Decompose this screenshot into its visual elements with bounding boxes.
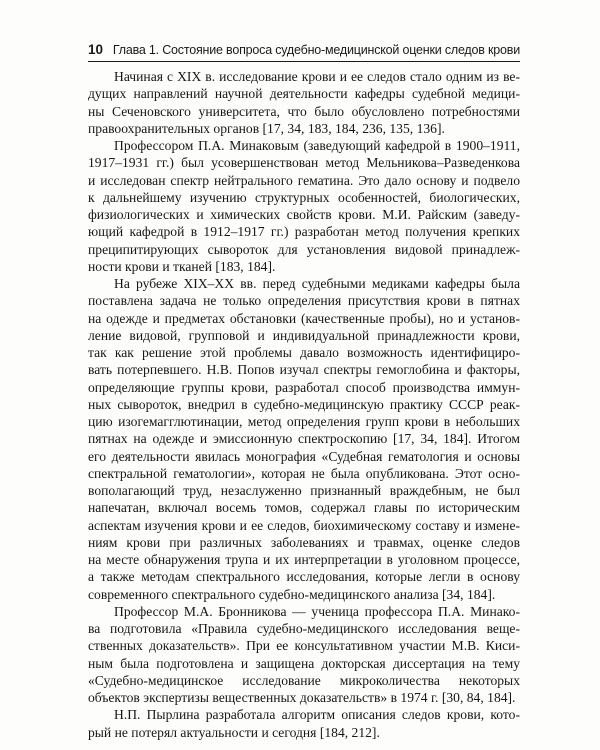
text-line: к дальнейшему изучению структурных особенностей, биологических, <box>88 189 520 205</box>
text-line: поставлена задача не только определения присутствия крови в пятнах <box>88 293 520 309</box>
text-line: Н.П. Пырлина разработала алгоритм описания следов крови, кото- <box>114 707 520 723</box>
text-line: ственных доказательств». При ее консультативном участии М.В. Киси- <box>88 638 520 654</box>
text-line: его деятельности явилась монография «Судебная гематология и основы <box>88 448 520 464</box>
page-number: 10 <box>88 42 104 57</box>
text-line: спектральной гематологии», которая не была опубликована. Этот осно- <box>88 465 520 481</box>
text-line: так как решение этой проблемы давало возможность идентифициро- <box>88 345 520 360</box>
text-line: вать потерпевшего. Н.В. Попов изучал спектры гемоглобина и факторы, <box>88 362 520 378</box>
text-line: Профессором П.А. Минаковым (заведующий кафедрой в 1900–1911, <box>114 138 520 153</box>
text-line: ва подготовила «Правила судебно-медицинского исследования веще- <box>88 621 520 636</box>
text-line: на одежде и предметах обстановки (качественные пробы), но и установ- <box>88 310 520 326</box>
text-line: дущих направлений научной деятельности кафедры судебной медици- <box>88 86 520 102</box>
text-line: ющий кафедрой в 1912–1917 гг.) разработан метод получения крепких <box>88 224 520 240</box>
text-line: объектов экспертизы вещественных доказательств» в 1974 г. [30, 84, 184]. <box>88 690 516 705</box>
text-line: ности крови и тканей [183, 184]. <box>88 258 276 274</box>
header-rule <box>88 61 520 62</box>
text-line: и исследован спектр нейтрального гематина. Это дало основу и подвело <box>88 172 520 188</box>
chapter-title: Глава 1. Состояние вопроса судебно-медицинской оценки следов крови <box>112 43 520 57</box>
text-line: физиологических и химических свойств крови. М.И. Райским (заведу- <box>88 207 520 222</box>
paragraph-2 <box>88 137 520 275</box>
text-line: рый не потерял актуальности и сегодня [184, 212]. <box>88 724 380 740</box>
paragraph-3 <box>88 275 520 603</box>
text-line: ление видовой, групповой и индивидуальной принадлежности крови, <box>88 327 520 343</box>
text-line: современного спектрального судебно-медицинского анализа [34, 184]. <box>88 586 496 602</box>
text-line: цию изогемагглютинации, метод определения групп крови в небольших <box>88 414 520 429</box>
text-line: пятнах на одежде и эмиссионную спектроскопию [17, 34, 184]. Итогом <box>88 431 520 447</box>
text-line: определяющие группы крови, разработал способ производства иммун- <box>88 379 520 395</box>
text-line: ны Сеченовского университета, что было обусловлено потребностями <box>88 103 520 119</box>
text-line: Профессор М.А. Бронникова — ученица профессора П.А. Минако- <box>114 603 520 619</box>
text-line: вополагающий труд, незаслуженно признанный враждебным, не был <box>88 483 520 498</box>
paragraph-5 <box>88 706 520 741</box>
text-line: на месте обнаружения трупа и их интерпретации в уголовном процессе, <box>88 552 520 567</box>
text-line: На рубеже XIX–XX вв. перед судебными медиками кафедры была <box>114 276 520 291</box>
text-line: 1917–1931 гг.) был усовершенствован метод Мельникова–Разведенкова <box>88 155 520 171</box>
text-line: Начиная с XIX в. исследование крови и ее следов стало одним из ве- <box>114 69 520 84</box>
text-line: аспектам изучения крови и ее следов, биохимическому составу и измене- <box>88 517 520 533</box>
text-line: ниям крови при различных заболеваниях и травмах, оценке следов <box>88 534 520 550</box>
text-line: ным была подготовлена и защищена докторская диссертация на тему <box>88 655 520 671</box>
body-text <box>88 68 520 741</box>
text-line: напечатан, включал восемь томов, содержал главы по историческим <box>88 500 520 516</box>
text-line: преципитирующих сывороток для установления видовой принадлеж- <box>88 241 520 257</box>
running-header <box>88 40 520 64</box>
text-line: ных сывороток, внедрил в судебно-медицинскую практику СССР реак- <box>88 396 520 412</box>
paragraph-4 <box>88 603 520 707</box>
text-line: правоохранительных органов [17, 34, 183, 184, 236, 135, 136]. <box>88 120 445 136</box>
text-line: а также методам спектрального исследования, которые легли в основу <box>88 569 520 585</box>
paragraph-1 <box>88 68 520 137</box>
text-line: «Судебно-медицинское исследование микроколичества некоторых <box>88 672 520 688</box>
